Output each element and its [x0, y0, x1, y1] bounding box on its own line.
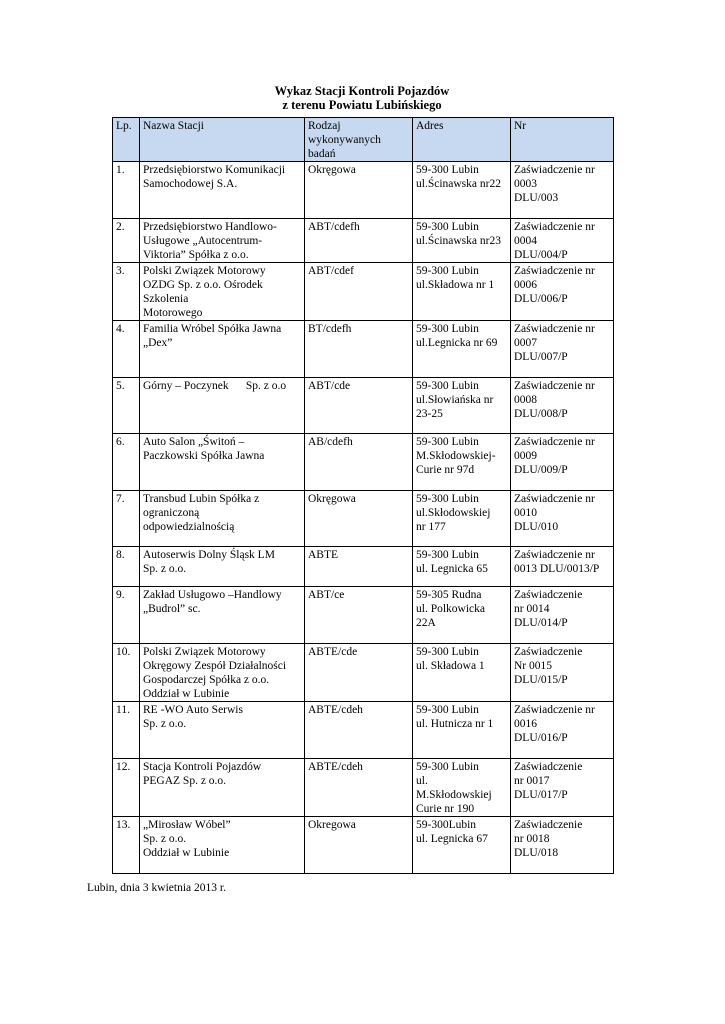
cell-nr: Zaświadczenie nr 0004 DLU/004/P	[511, 219, 614, 263]
cell-nazwa: Polski Związek Motorowy OZDG Sp. z o.o. Ośrodek Szkolenia Motorowego	[140, 263, 305, 321]
cell-rodzaj: Okręgowa	[305, 491, 413, 547]
cell-adres: 59-300 Lubin ul.Legnicka nr 69	[413, 321, 511, 378]
cell-nr: Zaświadczenie nr 0008 DLU/008/P	[511, 378, 614, 434]
cell-lp: 11.	[113, 702, 140, 759]
cell-nr: Zaświadczenie nr 0010 DLU/010	[511, 491, 614, 547]
cell-nazwa: Auto Salon „Świtoń – Paczkowski Spółka Jawna	[140, 434, 305, 491]
cell-rodzaj: ABT/ce	[305, 587, 413, 644]
cell-nr: Zaświadczenie nr 0018 DLU/018	[511, 817, 614, 874]
table-row	[113, 263, 614, 321]
table-row	[113, 644, 614, 702]
cell-adres: 59-300 Lubin ul. Hutnicza nr 1	[413, 702, 511, 759]
cell-lp: 3.	[113, 263, 140, 321]
cell-lp: 8.	[113, 547, 140, 587]
cell-nr: Zaświadczenie nr 0003 DLU/003	[511, 162, 614, 219]
cell-rodzaj: ABT/cdef	[305, 263, 413, 321]
header-nazwa: Nazwa Stacji	[140, 118, 305, 162]
cell-nr: Zaświadczenie nr 0017 DLU/017/P	[511, 759, 614, 817]
header-adres: Adres	[413, 118, 511, 162]
cell-lp: 5.	[113, 378, 140, 434]
cell-rodzaj: ABT/cde	[305, 378, 413, 434]
cell-rodzaj: Okregowa	[305, 817, 413, 874]
cell-lp: 6.	[113, 434, 140, 491]
cell-lp: 9.	[113, 587, 140, 644]
table-header-row	[113, 118, 614, 162]
cell-nazwa: Stacja Kontroli Pojazdów PEGAZ Sp. z o.o.	[140, 759, 305, 817]
table-row	[113, 378, 614, 434]
table-row	[113, 817, 614, 874]
cell-nazwa: Autoserwis Dolny Śląsk LM Sp. z o.o.	[140, 547, 305, 587]
table-row	[113, 219, 614, 263]
cell-nazwa: Familia Wróbel Spółka Jawna „Dex”	[140, 321, 305, 378]
cell-lp: 7.	[113, 491, 140, 547]
document-date: Lubin, dnia 3 kwietnia 2013 r.	[87, 882, 226, 894]
cell-rodzaj: ABTE/cde	[305, 644, 413, 702]
cell-adres: 59-300 Lubin M.Skłodowskiej- Curie nr 97d	[413, 434, 511, 491]
cell-adres: 59-300 Lubin ul.Składowa nr 1	[413, 263, 511, 321]
table-row	[113, 491, 614, 547]
cell-nazwa: Polski Związek Motorowy Okręgowy Zespół Działalności Gospodarczej Spółka z o.o. Oddział w Lubinie	[140, 644, 305, 702]
cell-nazwa: Zakład Usługowo –Handlowy „Budrol” sc.	[140, 587, 305, 644]
title-line-2: z terenu Powiatu Lubińskiego	[282, 98, 442, 112]
cell-nr: Zaświadczenie nr 0007 DLU/007/P	[511, 321, 614, 378]
document-title	[112, 84, 612, 112]
table-row	[113, 702, 614, 759]
cell-nr: Zaświadczenie nr 0014 DLU/014/P	[511, 587, 614, 644]
table-row	[113, 321, 614, 378]
cell-rodzaj: ABT/cdefh	[305, 219, 413, 263]
cell-adres: 59-300 Lubin ul.Słowiańska nr 23-25	[413, 378, 511, 434]
cell-lp: 1.	[113, 162, 140, 219]
table-row	[113, 547, 614, 587]
cell-rodzaj: AB/cdefh	[305, 434, 413, 491]
cell-adres: 59-300 Lubin ul.Skłodowskiej nr 177	[413, 491, 511, 547]
cell-rodzaj: ABTE/cdeh	[305, 759, 413, 817]
cell-rodzaj: Okręgowa	[305, 162, 413, 219]
cell-nr: Zaświadczenie nr 0009 DLU/009/P	[511, 434, 614, 491]
cell-adres: 59-300Lubin ul. Legnicka 67	[413, 817, 511, 874]
cell-rodzaj: ABTE	[305, 547, 413, 587]
cell-adres: 59-300 Lubin ul. Legnicka 65	[413, 547, 511, 587]
stations-table	[112, 117, 614, 874]
cell-adres: 59-300 Lubin ul. Składowa 1	[413, 644, 511, 702]
cell-nazwa: Przedsiębiorstwo Komunikacji Samochodowej S.A.	[140, 162, 305, 219]
cell-nazwa: RE -WO Auto Serwis Sp. z o.o.	[140, 702, 305, 759]
cell-nazwa: Przedsiębiorstwo Handlowo- Usługowe „Autocentrum- Viktoria” Spółka z o.o.	[140, 219, 305, 263]
title-line-1: Wykaz Stacji Kontroli Pojazdów	[274, 84, 450, 98]
cell-lp: 10.	[113, 644, 140, 702]
table-row	[113, 434, 614, 491]
cell-nazwa: „Mirosław Wóbel” Sp. z o.o. Oddział w Lubinie	[140, 817, 305, 874]
header-nr: Nr	[511, 118, 614, 162]
table-row	[113, 759, 614, 817]
table-row	[113, 587, 614, 644]
table-row	[113, 162, 614, 219]
cell-lp: 13.	[113, 817, 140, 874]
header-rodzaj: Rodzaj wykonywanych badań	[305, 118, 413, 162]
cell-adres: 59-300 Lubin ul.Ścinawska nr22	[413, 162, 511, 219]
cell-rodzaj: BT/cdefh	[305, 321, 413, 378]
cell-nr: Zaświadczenie nr 0013 DLU/0013/P	[511, 547, 614, 587]
cell-lp: 4.	[113, 321, 140, 378]
cell-lp: 2.	[113, 219, 140, 263]
cell-lp: 12.	[113, 759, 140, 817]
cell-nazwa: Transbud Lubin Spółka z ograniczoną odpowiedzialnością	[140, 491, 305, 547]
cell-adres: 59-305 Rudna ul. Polkowicka 22A	[413, 587, 511, 644]
header-lp: Lp.	[113, 118, 140, 162]
cell-adres: 59-300 Lubin ul. M.Skłodowskiej Curie nr 190	[413, 759, 511, 817]
cell-nr: Zaświadczenie nr 0016 DLU/016/P	[511, 702, 614, 759]
cell-adres: 59-300 Lubin ul.Ścinawska nr23	[413, 219, 511, 263]
cell-rodzaj: ABTE/cdeh	[305, 702, 413, 759]
cell-nazwa: Górny – Poczynek Sp. z o.o	[140, 378, 305, 434]
cell-nr: Zaświadczenie nr 0006 DLU/006/P	[511, 263, 614, 321]
cell-nr: Zaświadczenie Nr 0015 DLU/015/P	[511, 644, 614, 702]
